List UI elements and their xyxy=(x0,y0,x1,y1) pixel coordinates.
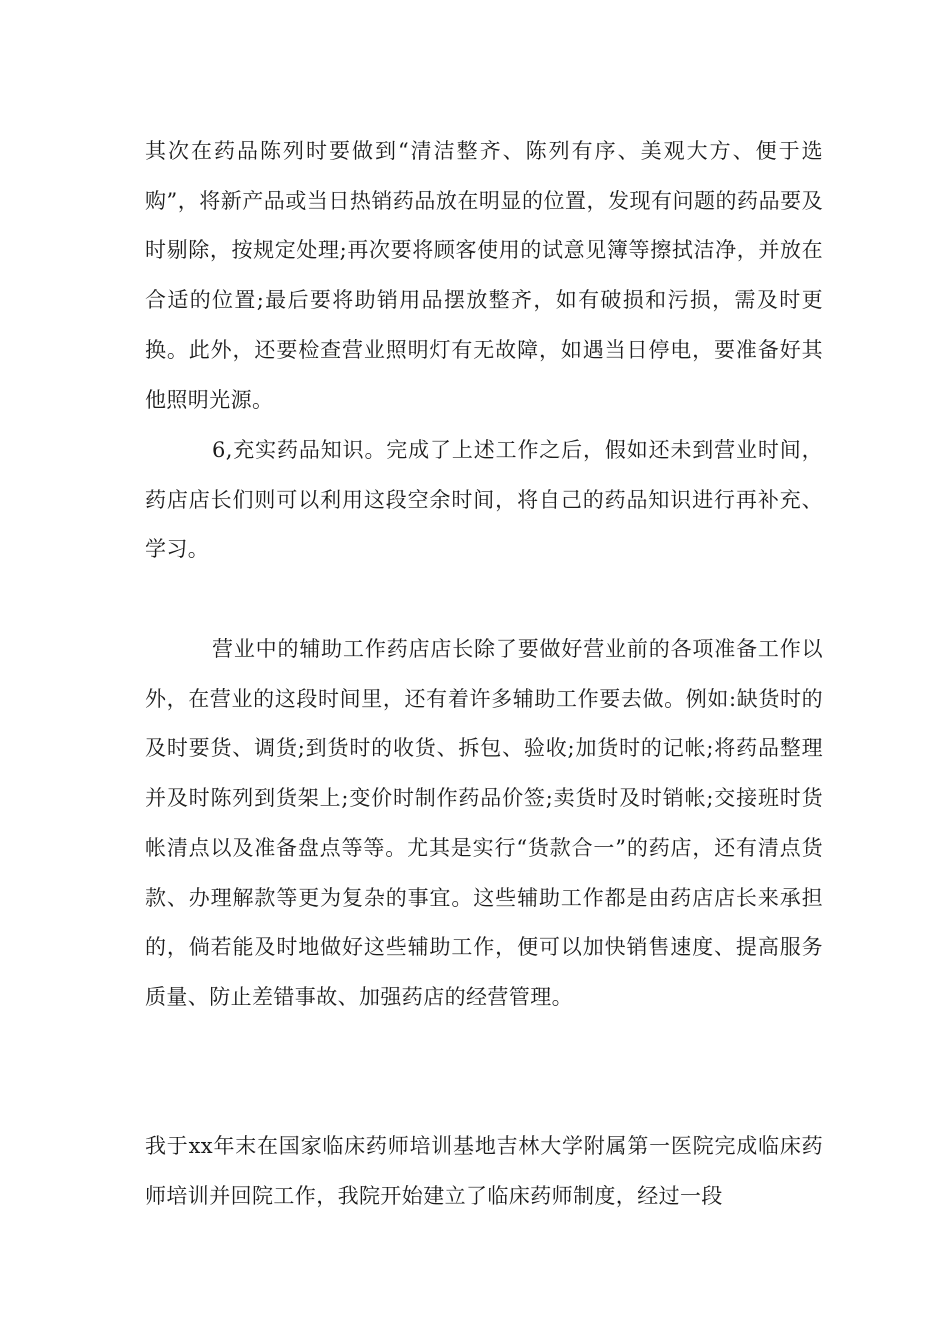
paragraph-clinical-pharmacist: 我于xx年末在国家临床药师培训基地吉林大学附属第一医院完成临床药师培训并回院工作，我院开始建立了临床药师制度，经过一段 xyxy=(145,1134,823,1208)
paragraph-drug-display: 其次在药品陈列时要做到“清洁整齐、陈列有序、美观大方、便于选购”，将新产品或当日热销药品放在明显的位置，发现有问题的药品要及时剔除，按规定处理;再次要将顾客使用的试意见簿等擦拭洁净，并放在合适的位置;最后要将助销用品摆放整齐，如有破损和污损，需及时更换。此外，还要检查营业照明灯有无故障，如遇当日停电，要准备好其他照明光源。 xyxy=(145,139,823,412)
paragraph-auxiliary-work: 营业中的辅助工作药店店长除了要做好营业前的各项准备工作以外，在营业的这段时间里，还有着许多辅助工作要去做。例如:缺货时的及时要货、调货;到货时的收货、拆包、验收;加货时的记帐;将药品整理并及时陈列到货架上;变价时制作药品价签;卖货时及时销帐;交接班时货帐清点以及准备盘点等等。尤其是实行“货款合一”的药店，还有清点货款、办理解款等更为复杂的事宜。这些辅助工作都是由药店店长来承担的，倘若能及时地做好这些辅助工作，便可以加快销售速度、提高服务质量、防止差错事故、加强药店的经营管理。 xyxy=(145,637,823,1009)
paragraph-drug-knowledge: 6,充实药品知识。完成了上述工作之后，假如还未到营业时间，药店店长们则可以利用这段空余时间，将自己的药品知识进行再补充、学习。 xyxy=(145,438,823,562)
